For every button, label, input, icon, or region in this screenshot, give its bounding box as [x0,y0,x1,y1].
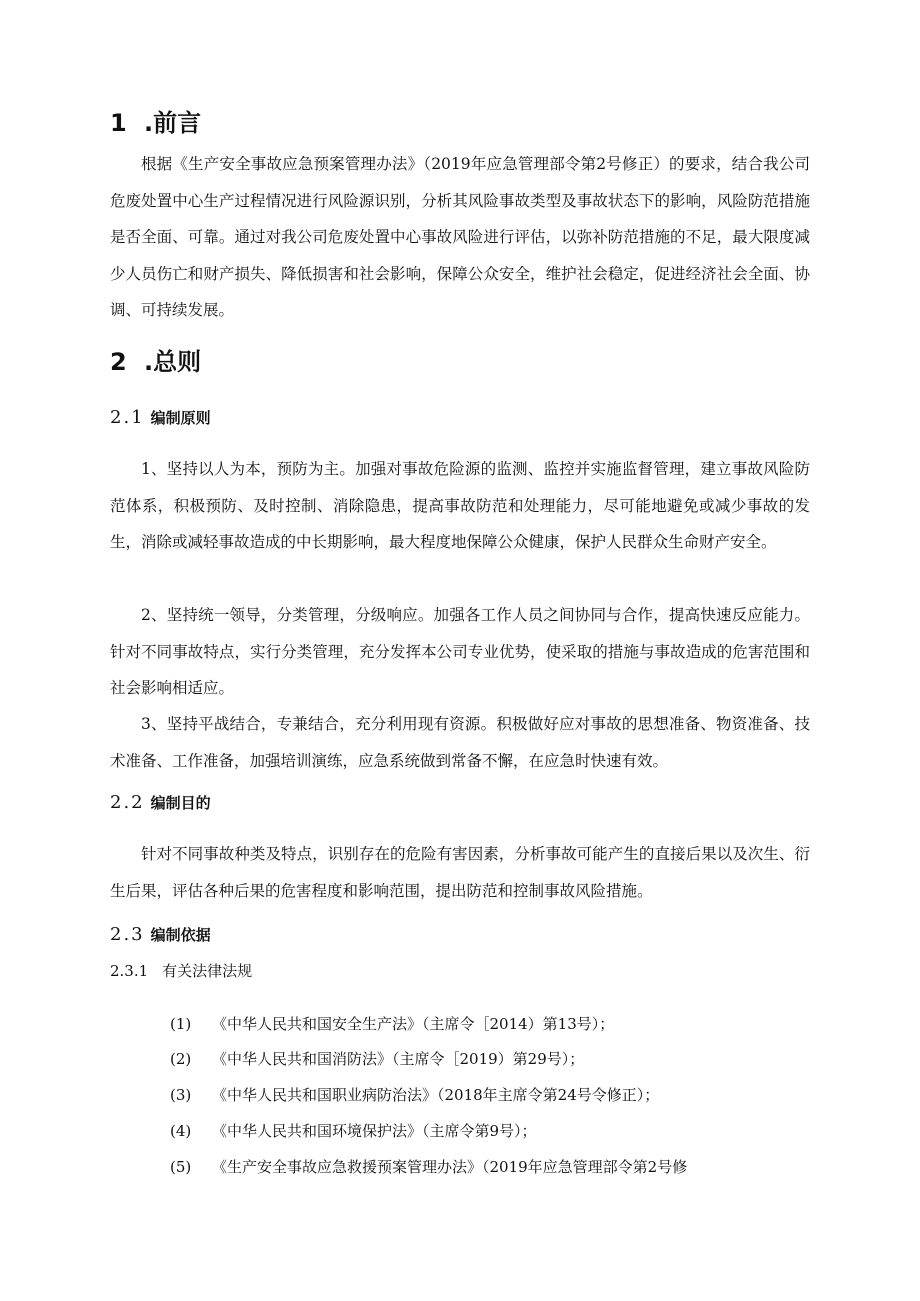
subsection-number: 2.3 [110,924,145,945]
law-list-item [170,1083,659,1107]
law-list-item [170,1012,614,1036]
list-text: 《中华人民共和国安全生产法》（主席令［2014）第13号）； [212,1015,615,1033]
purpose-paragraph: 针对不同事故种类及特点，识别存在的危险有害因素，分析事故可能产生的直接后果以及次生、衍生后果，评估各种后果的危害程度和影响范围，提出防范和控制事故风险措施。 [110,845,810,900]
preface-paragraph: 根据《生产安全事故应急预案管理办法》（2019年应急管理部令第2号修正）的要求，结合我公司危废处置中心生产过程情况进行风险源识别，分析其风险事故类型及事故状态下的影响，风险防范措施是否全面、可靠。通过对我公司危废处置中心事故风险进行评估，以弥补防范措施的不足，最大限度减少人员伤亡和财产损失、降低损害和社会影响，保障公众安全，维护社会稳定，促进经济社会全面、协调、可持续发展。 [110,155,810,319]
section-number: 1 [110,109,127,137]
subsection-title: 编制依据 [150,926,211,944]
principle-paragraph-2: 2、坚持统一领导，分类管理，分级响应。加强各工作人员之间协同与合作，提高快速反应能力。针对不同事故特点，实行分类管理，充分发挥本公司专业优势，使采取的措施与事故造成的危害范围和社会影响相适应。 [110,606,810,697]
section-2-heading [110,347,201,377]
section-number: 2 [110,348,127,376]
subsection-title: 编制目的 [150,794,211,812]
list-text: 《中华人民共和国环境保护法》（主席令第9号）； [212,1122,537,1140]
subsection-title: 编制原则 [150,409,211,427]
list-text: 《中华人民共和国消防法》（主席令［2019）第29号）； [212,1050,585,1068]
subsection-2-3-heading [110,923,211,947]
list-text: 《生产安全事故应急救援预案管理办法》（2019年应急管理部令第2号修 [212,1158,688,1176]
list-index: (4) [170,1122,192,1140]
section-title: .总则 [144,348,202,376]
subsection-number: 2.2 [110,792,145,813]
list-index: (5) [170,1158,192,1176]
list-text: 《中华人民共和国职业病防治法》（2018年主席令第24号令修正）； [212,1086,660,1104]
section-title: .前言 [144,109,202,137]
law-list-item [170,1155,687,1179]
law-list-item [170,1119,537,1143]
subsection-2-2-heading [110,791,211,815]
principle-paragraph-1: 1、坚持以人为本，预防为主。加强对事故危险源的监测、监控并实施监督管理，建立事故风险防范体系，积极预防、及时控制、消除隐患，提高事故防范和处理能力，尽可能地避免或减少事故的发生，消除或减轻事故造成的中长期影响，最大程度地保障公众健康，保护人民群众生命财产安全。 [110,460,810,551]
subsection-number: 2.1 [110,407,145,428]
list-index: (1) [170,1015,192,1033]
subsubsection-title: 有关法律法规 [162,962,253,980]
subsection-2-1-heading [110,406,211,430]
law-list-item [170,1047,584,1071]
subsubsection-number: 2.3.1 [110,962,149,980]
principle-paragraph-3: 3、坚持平战结合，专兼结合，充分利用现有资源。积极做好应对事故的思想准备、物资准备、技术准备、工作准备，加强培训演练，应急系统做到常备不懈，在应急时快速有效。 [110,715,810,770]
list-index: (3) [170,1086,192,1104]
section-1-heading [110,108,201,138]
list-index: (2) [170,1050,192,1068]
subsubsection-2-3-1-heading [110,960,252,982]
